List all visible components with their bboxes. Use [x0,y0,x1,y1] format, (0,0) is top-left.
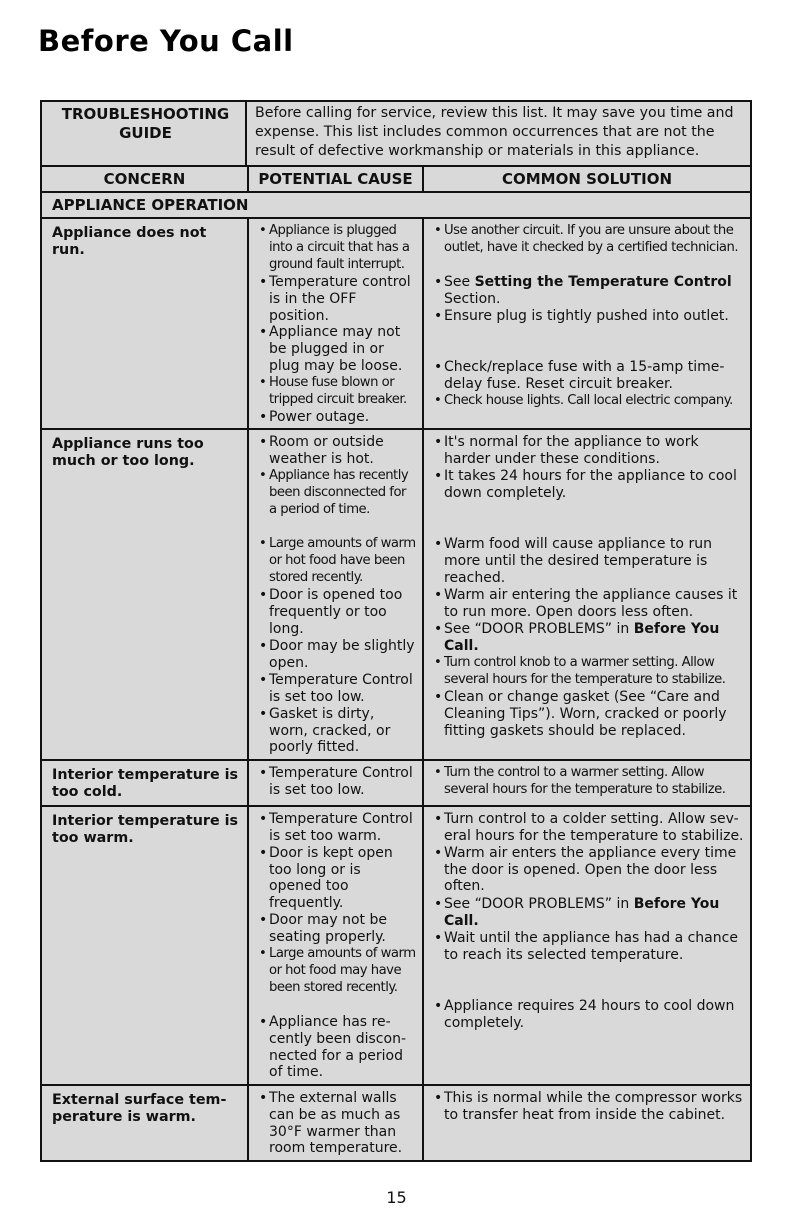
solution-text: Clean or change gasket (See “Care and Cleaning Tips”). Worn, cracked or poorly fitting gaskets should be replaced. [444,689,727,739]
bullet-icon: • [434,223,442,238]
bullet-icon: • [259,468,267,484]
cause-cell [249,1086,424,1160]
bullet-icon: • [434,655,442,671]
bullet-icon: • [259,223,267,238]
cause-item [259,536,416,587]
bullet-icon: • [259,409,268,426]
cause-item [259,223,416,274]
solution-text: Check/replace fuse with a 15-amp time-delay fuse. Reset circuit breaker. [444,359,725,392]
concern-cell: Appliance does not run. [42,219,249,428]
bullet-icon: • [259,637,268,654]
section-header: APPLIANCE OPERATION [42,193,750,219]
bullet-icon: • [259,911,268,928]
guide-label: TROUBLESHOOTING GUIDE [42,102,247,165]
solution-item [434,587,744,621]
bullet-icon: • [259,274,268,290]
cause-item [259,1014,416,1082]
solution-cell [424,1086,750,1160]
cause-text: Room or outside weather is hot. [269,434,384,468]
cause-text: Appliance has recently been disconnected for a period of time. [269,468,409,517]
bullet-icon: • [434,997,443,1014]
solution-item [434,765,744,799]
column-headers [42,167,750,193]
column-header-concern: CONCERN [42,167,249,191]
cause-item [259,468,416,536]
bullet-icon: • [259,1013,268,1030]
solution-cell [424,807,750,1084]
cause-text: Large amounts of warm or hot food may have been stored recently. [269,945,416,995]
solution-text: Turn control to a colder setting. Allow sev-eral hours for the temperature to stabilize. [444,810,744,844]
table-row [42,430,750,760]
section-reference: Before You Call. [444,895,720,929]
concern-cell: External surface tem-perature is warm. [42,1086,249,1160]
solution-item [434,655,744,689]
cause-text: Appliance may not be plugged in or plug may be loose. [269,324,403,374]
cause-cell [249,761,424,805]
solution-item [434,274,744,308]
cause-text: The external walls can be as much as 30°F warmer than room temperature. [269,1089,403,1157]
cause-text: Large amounts of warm or hot food have been stored recently. [269,536,416,585]
bullet-icon: • [434,393,442,408]
solution-item [434,468,744,536]
solution-text: This is normal while the compressor works to transfer heat from inside the cabinet. [444,1089,743,1123]
bullet-icon: • [434,689,443,706]
solution-item [434,434,744,468]
cause-cell [249,807,424,1084]
solution-text: Wait until the appliance has had a chance to reach its selected temperature. [444,929,738,963]
solution-item [434,359,744,393]
text-segment: Section. [444,290,501,307]
cause-item [259,274,416,324]
solution-item [434,536,744,587]
table-body [42,219,750,1160]
cause-item [259,1090,416,1158]
bullet-icon: • [434,587,443,604]
solution-item [434,223,744,274]
cause-item [259,811,416,845]
table-row [42,761,750,807]
solution-text [444,621,744,655]
guide-intro [42,102,750,167]
column-header-cause: POTENTIAL CAUSE [249,167,424,191]
cause-item [259,409,416,426]
bullet-icon: • [434,434,443,451]
solution-item [434,845,744,896]
cause-text: Temperature Control is set too warm. [269,810,413,844]
solution-item [434,621,744,655]
table-row [42,1086,750,1160]
cause-item [259,672,416,706]
cause-text: Appliance is plugged into a circuit that has a ground fault interrupt. [269,223,410,272]
solution-text: Warm food will cause appliance to run more until the desired temperature is reached. [444,536,712,586]
solution-cell [424,219,750,428]
text-segment: See “DOOR PROBLEMS” in [444,621,634,638]
text-segment: See “DOOR PROBLEMS” in [444,895,634,912]
bullet-icon: • [259,1089,268,1106]
bullet-icon: • [434,929,443,946]
text-segment: See [444,274,475,290]
solution-text: Warm air entering the appliance causes it to run more. Open doors less often. [444,587,738,621]
cause-text: Temperature control is in the OFF position. [269,274,411,324]
cause-cell [249,219,424,428]
bullet-icon: • [434,844,443,861]
cause-text: Temperature Control is set too low. [269,671,413,705]
table-row [42,807,750,1086]
bullet-icon: • [259,945,267,961]
cause-item [259,587,416,637]
bullet-icon: • [259,671,268,688]
bullet-icon: • [434,468,443,485]
solution-item [434,393,744,410]
bullet-icon: • [259,844,268,861]
bullet-icon: • [259,587,268,604]
solution-cell [424,430,750,758]
cause-item [259,845,416,912]
solution-item [434,1090,744,1158]
table-row [42,219,750,430]
solution-text: Ensure plug is tightly pushed into outlet. [444,308,729,324]
solution-item [434,998,744,1066]
column-header-solution: COMMON SOLUTION [501,170,673,188]
bullet-icon: • [434,308,443,324]
bullet-icon: • [434,621,443,638]
cause-item [259,375,416,409]
bullet-icon: • [434,1089,443,1106]
bullet-icon: • [259,536,267,552]
solution-text: Check house lights. Call local electric company. [444,393,733,408]
bullet-icon: • [259,764,268,781]
concern-cell: Interior temperature is too cold. [42,761,249,805]
solution-text: Turn control knob to a warmer setting. Allow several hours for the temperature to stabilize. [444,655,726,688]
solution-text: Turn the control to a warmer setting. Allow several hours for the temperature to stabilize. [444,764,726,797]
section-reference: Before You Call. [444,621,720,655]
solution-text [444,274,744,308]
solution-item [434,896,744,930]
solution-text: Warm air enters the appliance every time the door is opened. Open the door less often. [444,844,737,895]
solution-text: Appliance requires 24 hours to cool down completely. [444,997,735,1031]
cause-text: Appliance has re-cently been discon-nected for a period of time. [269,1013,406,1081]
cause-item [259,765,416,799]
cause-item [259,434,416,468]
cause-cell [249,430,424,758]
cause-text: Gasket is dirty, worn, cracked, or poorly fitted. [269,705,391,756]
solution-item [434,308,744,359]
bullet-icon: • [259,705,268,722]
solution-text: Use another circuit. If you are unsure about the outlet, have it checked by a certified technician. [444,223,739,255]
cause-text: House fuse blown or tripped circuit breaker. [269,375,407,408]
cause-item [259,638,416,672]
solution-text: It's normal for the appliance to work harder under these conditions. [444,434,699,468]
page-title: Before You Call [38,24,294,58]
bullet-icon: • [434,764,442,780]
cause-item [259,912,416,946]
bullet-icon: • [259,434,268,451]
bullet-icon: • [434,274,443,290]
bullet-icon: • [434,810,443,827]
page-number: 15 [386,1188,407,1207]
bullet-icon: • [259,324,268,341]
solution-item [434,930,744,998]
cause-text: Door may not be seating properly. [269,911,387,945]
bullet-icon: • [434,536,443,553]
cause-text: Temperature Control is set too low. [269,764,413,798]
solution-cell [424,761,750,805]
bullet-icon: • [259,375,267,391]
troubleshooting-table [40,100,752,1162]
guide-intro-text: Before calling for service, review this list. It may save you time and expense. This list includes common occurrences that are not the result of defective workmanship or materials in this appliance. [255,105,734,159]
section-reference: Setting the Temperature Control [474,274,732,290]
solution-item [434,689,744,740]
cause-item [259,706,416,757]
concern-cell: Interior temperature is too warm. [42,807,249,1084]
cause-item [259,324,416,375]
solution-text [444,896,744,930]
bullet-icon: • [434,895,443,912]
solution-text: It takes 24 hours for the appliance to cool down completely. [444,468,737,502]
cause-item [259,946,416,1014]
cause-text: Door is kept open too long or is opened too frequently. [269,844,393,912]
cause-text: Door is opened too frequently or too long. [269,587,403,637]
cause-text: Door may be slightly open. [269,637,415,671]
solution-item [434,811,744,845]
bullet-icon: • [434,359,443,375]
cause-text: Power outage. [269,409,370,426]
concern-cell: Appliance runs too much or too long. [42,430,249,758]
bullet-icon: • [259,810,268,827]
